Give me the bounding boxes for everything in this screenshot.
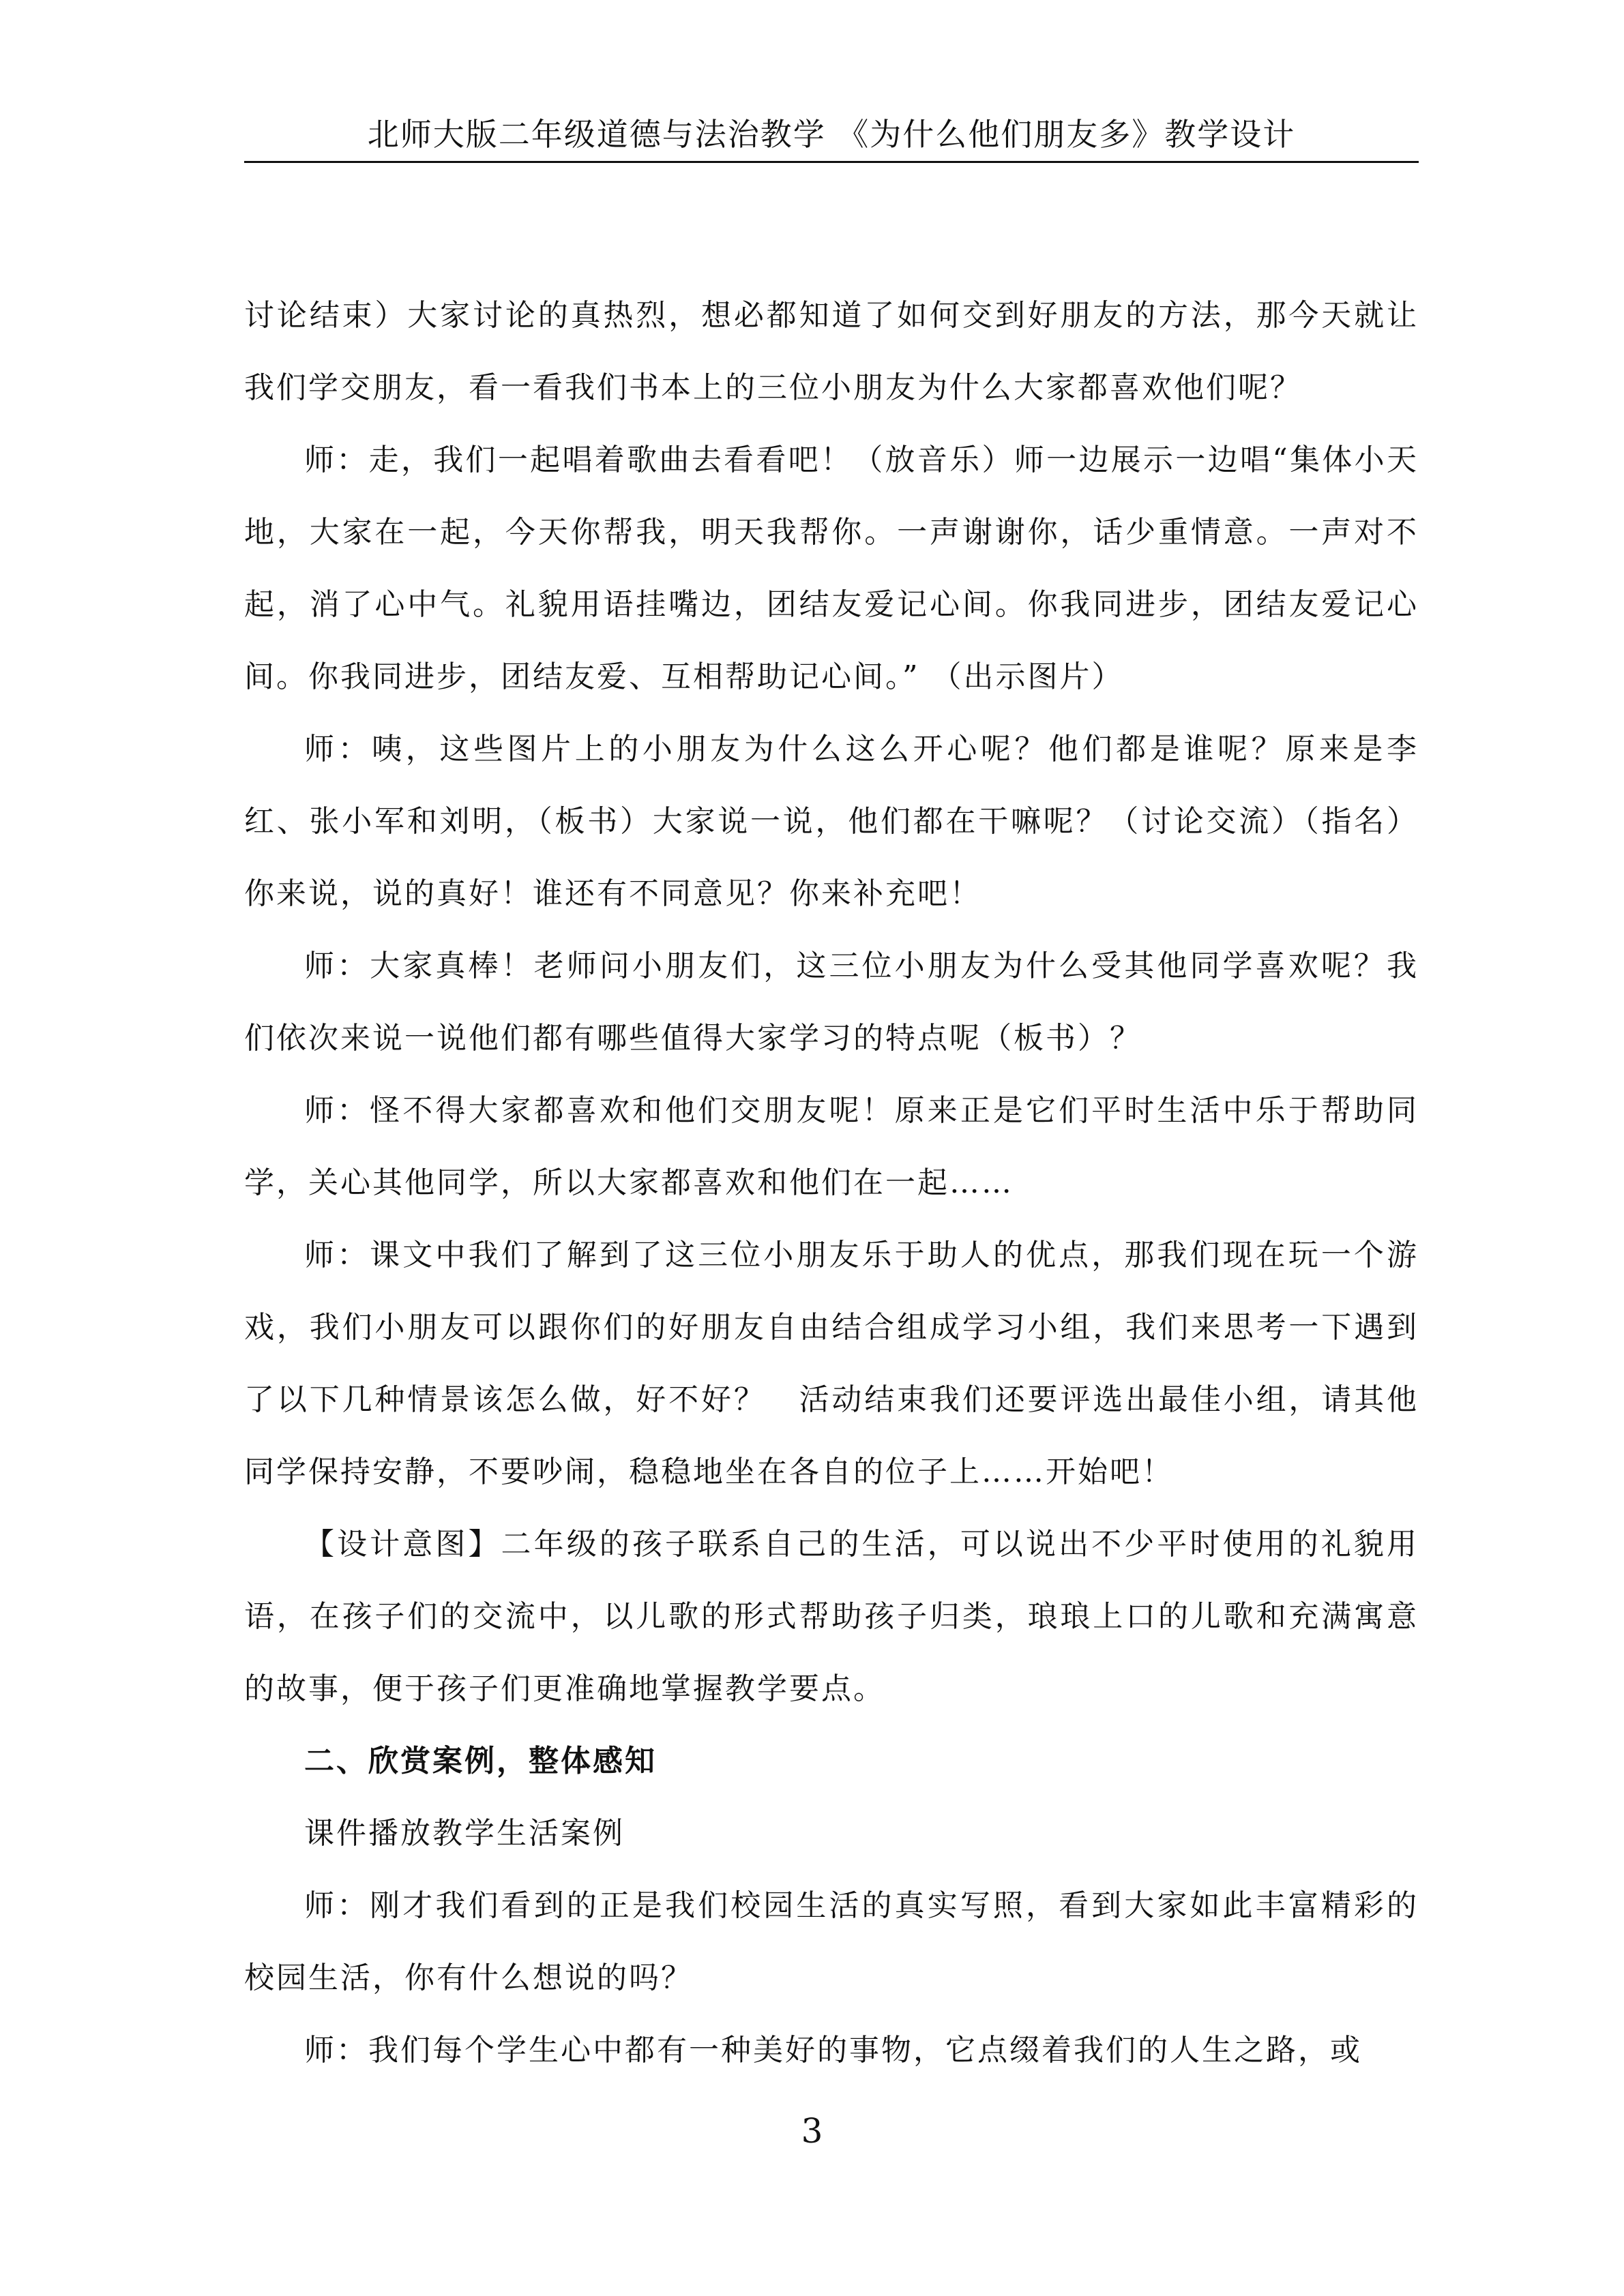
paragraph-song: 师：走，我们一起唱着歌曲去看看吧！（放音乐）师一边展示一边唱“集体小天地，大家在一起，今天你帮我，明天我帮你。一声谢谢你，话少重情意。一声对不起，消了心中气。礼貌用语挂嘴边，团结友爱记心间。你我同进步，团结友爱记心间。你我同进步，团结友爱、互相帮助记心间。” （出示图片） xyxy=(244,443,1419,694)
paragraph-game: 师：课文中我们了解到了这三位小朋友乐于助人的优点，那我们现在玩一个游戏，我们小朋友可以跟你们的好朋友自由结合组成学习小组，我们来思考一下遇到了以下几种情景该怎么做，好不好？ 活动结束我们还要评选出最佳小组，请其他同学保持安静，不要吵闹，稳稳地坐在各自的位子上……开始吧！ xyxy=(244,1238,1419,1489)
paragraph-design-intent: 【设计意图】二年级的孩子联系自己的生活，可以说出不少平时使用的礼貌用语，在孩子们的交流中，以儿歌的形式帮助孩子归类，琅琅上口的儿歌和充满寓意的故事，便于孩子们更准确地掌握教学要点。 xyxy=(244,1527,1419,1706)
document-body xyxy=(244,280,1419,2087)
header-divider xyxy=(244,161,1419,163)
paragraph-pictures: 师：咦，这些图片上的小朋友为什么这么开心呢？他们都是谁呢？原来是李红、张小军和刘明，（板书）大家说一说，他们都在干嘛呢？（讨论交流）（指名）你来说，说的真好！谁还有不同意见？你来补充吧！ xyxy=(244,732,1419,911)
section-heading: 二、欣赏案例，整体感知 xyxy=(304,1744,657,1778)
paragraph-campus-life: 师：刚才我们看到的正是我们校园生活的真实写照，看到大家如此丰富精彩的校园生活，你有什么想说的吗？ xyxy=(244,1888,1419,1995)
paragraph-discussion-end: 讨论结束）大家讨论的真热烈，想必都知道了如何交到好朋友的方法，那今天就让我们学交朋友，看一看我们书本上的三位小朋友为什么大家都喜欢他们呢？ xyxy=(244,298,1419,405)
page-number: 3 xyxy=(801,2111,823,2151)
paragraph-beautiful-things: 师：我们每个学生心中都有一种美好的事物，它点缀着我们的人生之路，或 xyxy=(304,2033,1362,2068)
paragraph-question: 师：大家真棒！老师问小朋友们，这三位小朋友为什么受其他同学喜欢呢？我们依次来说一说他们都有哪些值得大家学习的特点呢（板书）？ xyxy=(244,949,1419,1056)
paragraph-helping: 师：怪不得大家都喜欢和他们交朋友呢！原来正是它们平时生活中乐于帮助同学，关心其他同学，所以大家都喜欢和他们在一起…… xyxy=(244,1093,1419,1200)
paragraph-courseware: 课件播放教学生活案例 xyxy=(304,1816,625,1851)
page-header: 北师大版二年级道德与法治教学 《为什么他们朋友多》教学设计 xyxy=(367,116,1296,153)
